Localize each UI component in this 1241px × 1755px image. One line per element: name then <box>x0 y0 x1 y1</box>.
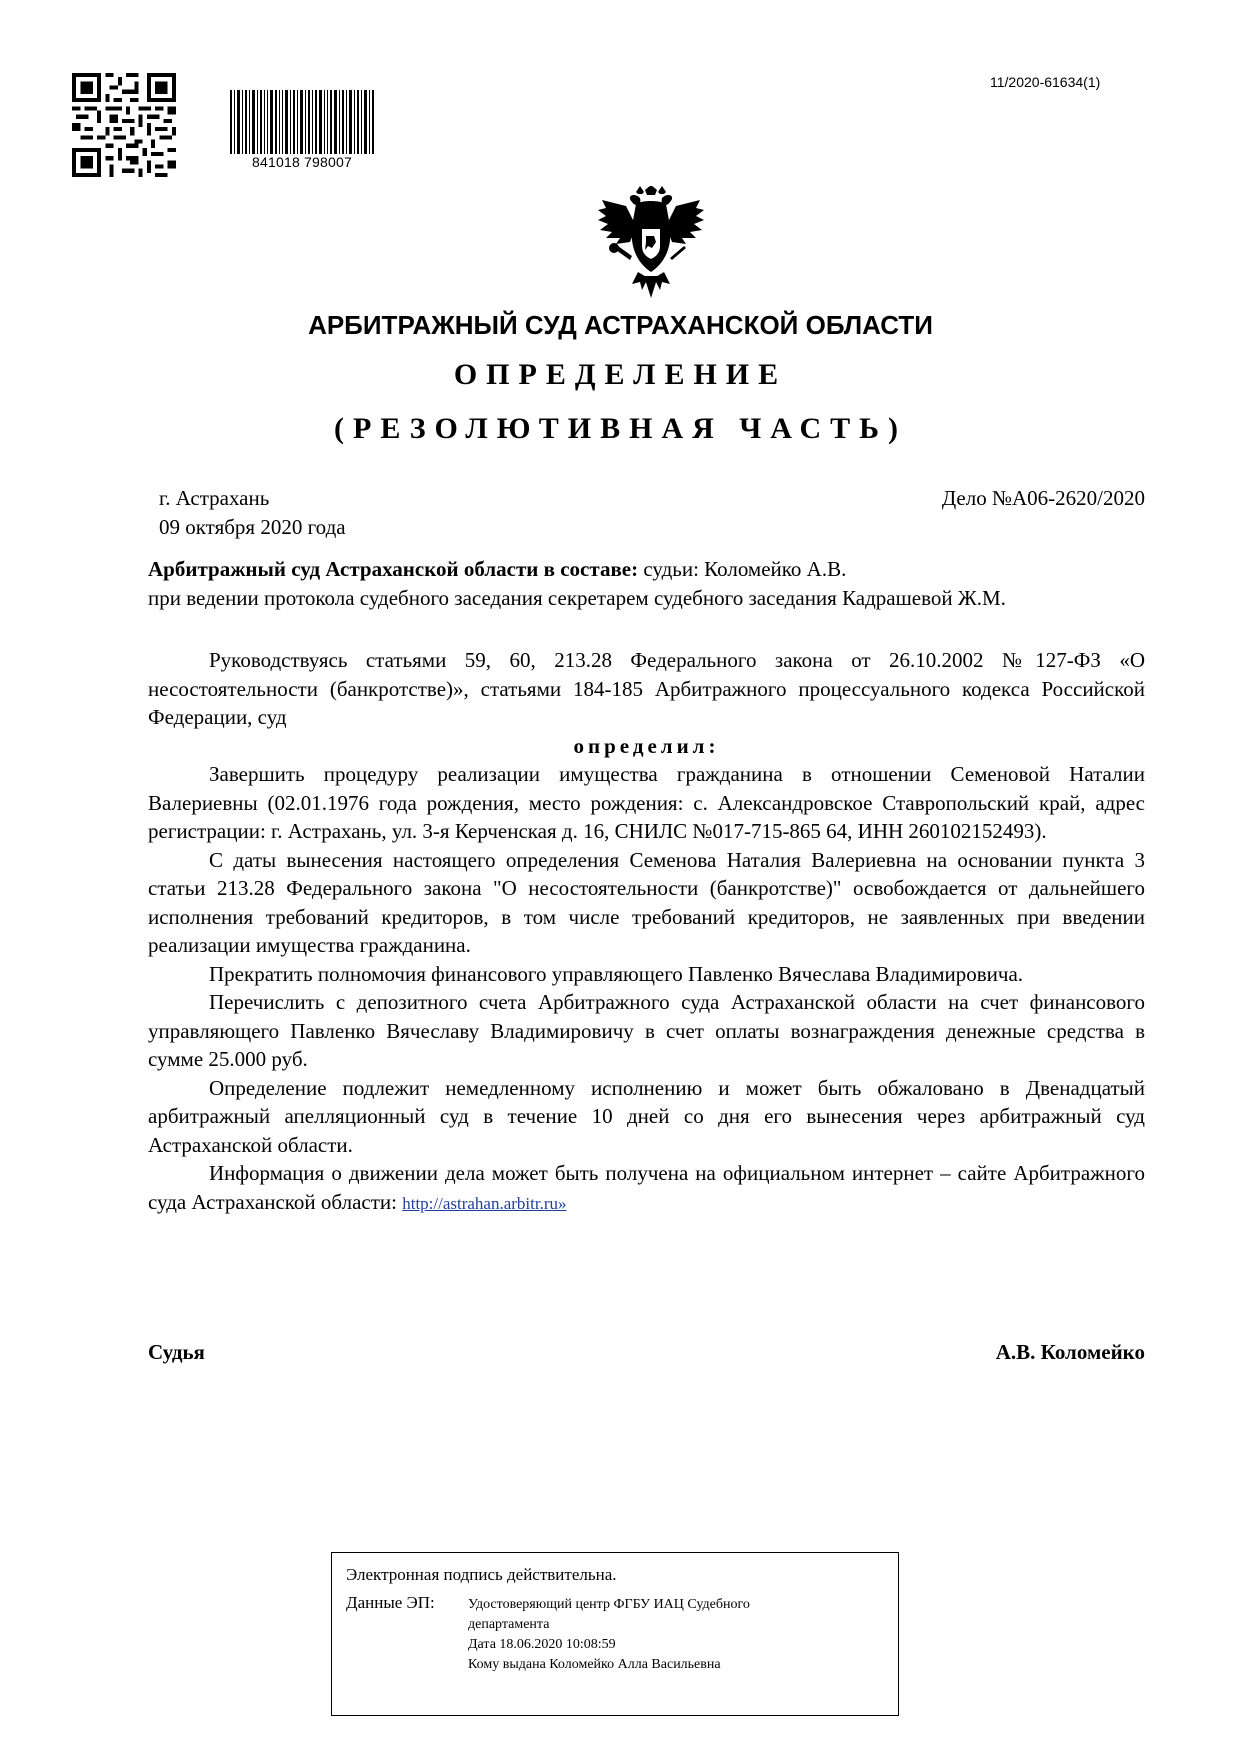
document-title: ОПРЕДЕЛЕНИЕ <box>453 358 788 391</box>
document-date: 09 октября 2020 года <box>159 515 346 539</box>
signature-issuer: Удостоверяющий центр ФГБУ ИАЦ Судебного <box>468 1597 750 1612</box>
document-body <box>148 646 1145 1218</box>
signature-data-label: Данные ЭП: <box>346 1593 435 1612</box>
ruling-paragraph-3: Прекратить полномочия финансового управляющего Павленко Вячеслава Владимировича. <box>209 961 1024 986</box>
barcode-digits: 841018 798007 <box>228 154 376 170</box>
case-number: Дело №А06-2620/2020 <box>941 486 1145 510</box>
composition-judge: судьи: Коломейко А.В. <box>638 557 847 581</box>
document-subtitle: (РЕЗОЛЮТИВНАЯ ЧАСТЬ) <box>334 412 907 445</box>
court-website-link[interactable]: http://astrahan.arbitr.ru» <box>402 1193 567 1213</box>
ruling-paragraph-2: С даты вынесения настоящего определения Семенова Наталия Валериевна на основании пункта 3 статьи 213.28 Федерального закона "О несостоятельности (банкротстве)" освобождается от дальнейшего исполнения требований кредиторов, в том числе требований кредиторов, не заявленных при введении реализации имущества гражданина. <box>148 847 1145 957</box>
russia-coat-of-arms-icon <box>596 186 706 302</box>
composition-line <box>148 555 1145 584</box>
signature-issuer-cont: департамента <box>468 1617 550 1632</box>
ruling-paragraph-1: Завершить процедуру реализации имущества гражданина в отношении Семеновой Наталии Валериевны (02.01.1976 года рождения, место рождения: с. Александровское Ставропольский край, адрес регистрации: г. Астрахань, ул. 3-я Керченская д. 16, СНИЛС №017-715-865 64, ИНН 260102152493). <box>148 762 1145 843</box>
court-name: АРБИТРАЖНЫЙ СУД АСТРАХАНСКОЙ ОБЛАСТИ <box>308 310 933 340</box>
judge-name: А.В. Коломейко <box>995 1340 1145 1364</box>
signature-valid-text: Электронная подпись действительна. <box>346 1565 617 1584</box>
electronic-signature-box <box>331 1552 899 1716</box>
secretary-line: при ведении протокола судебного заседания секретарем судебного заседания Кадрашевой Ж.М. <box>148 585 1006 610</box>
judge-label: Судья <box>148 1340 205 1364</box>
signature-owner: Кому выдана Коломейко Алла Васильевна <box>468 1657 721 1672</box>
preamble-paragraph: Руководствуясь статьями 59, 60, 213.28 Федерального закона от 26.10.2002 №127-ФЗ «О несостоятельности (банкротстве)», статьями 184-185 Арбитражного процессуального кодекса Российской Федерации, суд <box>148 648 1145 729</box>
decided-heading: определил: <box>573 733 720 758</box>
qr-code-icon <box>72 73 176 177</box>
document-number: 11/2020-61634(1) <box>990 74 1101 90</box>
signature-date: Дата 18.06.2020 10:08:59 <box>468 1637 616 1652</box>
city: г. Астрахань <box>159 486 270 510</box>
info-paragraph <box>148 1159 1145 1218</box>
composition-bold: Арбитражный суд Астраханской области в составе: <box>148 557 639 581</box>
info-text: Информация о движении дела может быть получена на официальном интернет – сайте Арбитражного суда Астраханской области: <box>148 1161 1145 1214</box>
barcode <box>228 90 376 170</box>
ruling-paragraph-4: Перечислить с депозитного счета Арбитражного суда Астраханской области на счет финансового управляющего Павленко Вячеславу Владимировичу в счет оплаты вознаграждения денежные средства в сумме 25.000 руб. <box>148 990 1145 1071</box>
court-composition <box>148 555 1145 612</box>
barcode-icon <box>228 90 376 156</box>
signature-details <box>468 1595 750 1675</box>
ruling-paragraph-5: Определение подлежит немедленному исполнению и может быть обжаловано в Двенадцатый арбитражный апелляционный суд в течение 10 дней со дня его вынесения через арбитражный суд Астраханской области. <box>148 1075 1145 1157</box>
